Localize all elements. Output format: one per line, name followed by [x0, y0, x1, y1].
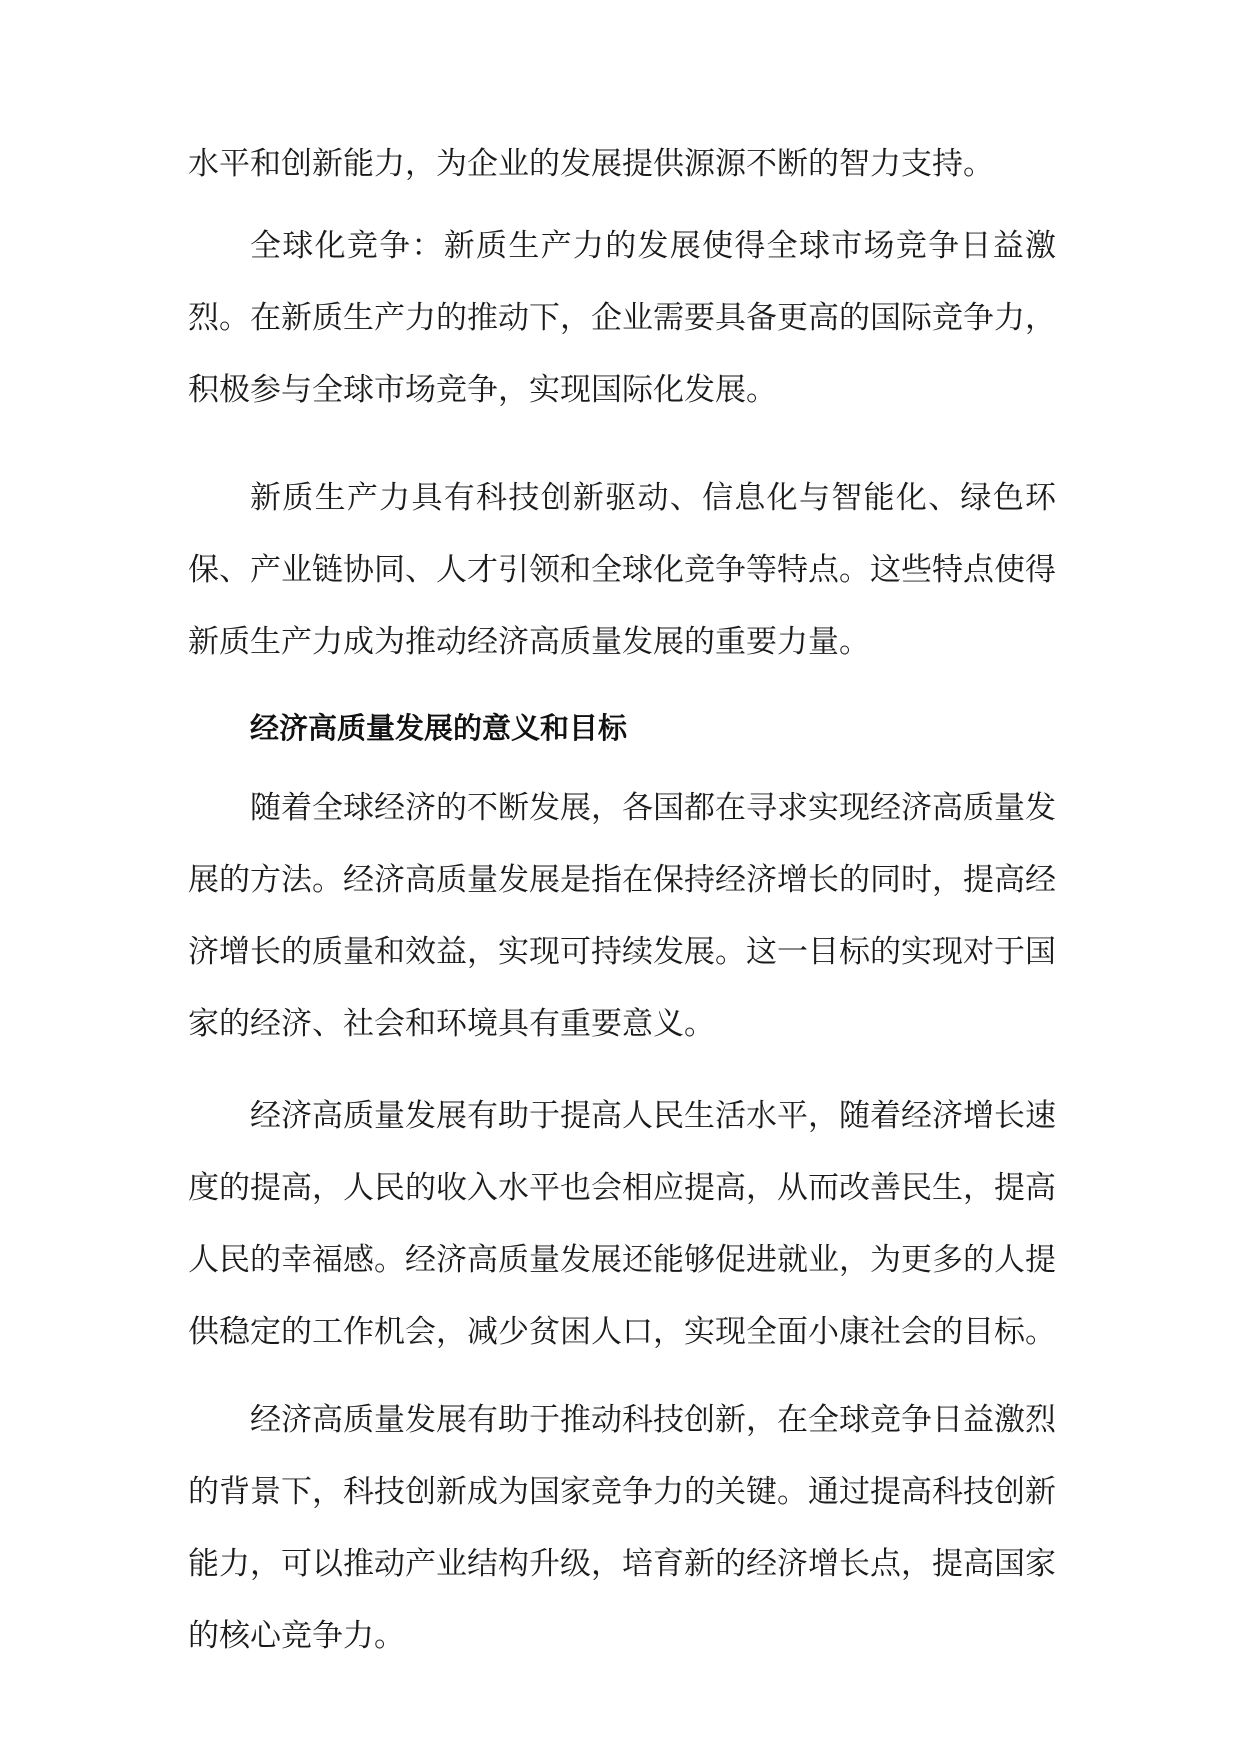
- paragraph-living-standards: 经济高质量发展有助于提高人民生活水平，随着经济增长速度的提高，人民的收入水平也会相应提高，从而改善民生，提高人民的幸福感。经济高质量发展还能够促进就业，为更多的人提供稳定的工作机会，减少贫困人口，实现全面小康社会的目标。: [188, 1098, 1056, 1350]
- paragraph-continuation: 水平和创新能力，为企业的发展提供源源不断的智力支持。: [188, 146, 994, 182]
- paragraph-meaning-and-goals: 随着全球经济的不断发展，各国都在寻求实现经济高质量发展的方法。经济高质量发展是指在保持经济增长的同时，提高经济增长的质量和效益，实现可持续发展。这一目标的实现对于国家的经济、社会和环境具有重要意义。: [188, 790, 1056, 1042]
- paragraph-characteristics-summary: 新质生产力具有科技创新驱动、信息化与智能化、绿色环保、产业链协同、人才引领和全球化竞争等特点。这些特点使得新质生产力成为推动经济高质量发展的重要力量。: [188, 480, 1056, 660]
- section-heading: 经济高质量发展的意义和目标: [250, 711, 628, 745]
- paragraph-global-competition: 全球化竞争：新质生产力的发展使得全球市场竞争日益激烈。在新质生产力的推动下，企业需要具备更高的国际竞争力，积极参与全球市场竞争，实现国际化发展。: [188, 228, 1056, 408]
- paragraph-tech-innovation: 经济高质量发展有助于推动科技创新，在全球竞争日益激烈的背景下，科技创新成为国家竞争力的关键。通过提高科技创新能力，可以推动产业结构升级，培育新的经济增长点，提高国家的核心竞争力。: [188, 1402, 1056, 1654]
